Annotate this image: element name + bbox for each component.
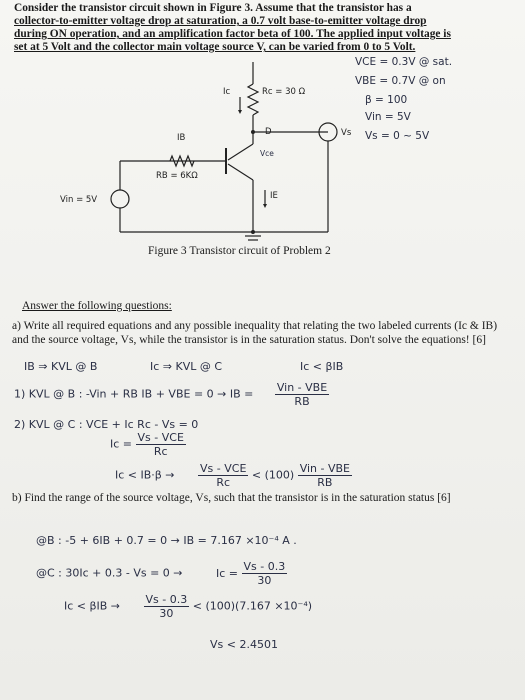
work-b-result: Vs < 2.4501	[210, 638, 278, 651]
rc-label: Rc = 30 Ω	[262, 87, 306, 97]
figure-caption: Figure 3 Transistor circuit of Problem 2	[148, 245, 331, 257]
given-vce: VCE = 0.3V @ sat.	[355, 56, 453, 68]
problem-line-4: set at 5 Volt and the collector main voltage source V, can be varied from 0 to 5 Volt.	[14, 41, 416, 53]
question-a	[12, 320, 502, 347]
ineq-den: Rc	[216, 476, 231, 489]
ie-label: IE	[270, 191, 278, 201]
given-beta: β = 100	[365, 94, 408, 106]
work-a-ic-eq	[110, 431, 186, 458]
question-b-label: b)	[12, 492, 22, 504]
ineq-fraction-2	[298, 462, 352, 489]
problem-statement	[14, 2, 514, 54]
given-vbe: VBE = 0.7V @ on	[355, 75, 446, 87]
line3-text: Ic < βIB →	[64, 599, 121, 613]
collector-lead	[228, 144, 253, 160]
line3-rhs: < (100)(7.167 ×10⁻⁴)	[192, 599, 313, 613]
line2-fraction	[242, 560, 288, 587]
given-vs-range: Vs = 0 ~ 5V	[365, 130, 430, 142]
ic-label: Ic	[223, 87, 231, 97]
problem-line-1: Consider the transistor circuit shown in Figure 3. Assume that the transistor has a	[14, 2, 412, 14]
ic-eq-num: Vs - VCE	[137, 431, 184, 444]
line3-num: Vs - 0.3	[145, 593, 188, 606]
problem-line-3: during ON operation, and an amplification factor beta of 100. The applied input voltage is	[14, 28, 451, 40]
ineq-den2: RB	[317, 476, 333, 489]
answer-heading: Answer the following questions:	[22, 300, 172, 312]
rc-resistor	[248, 84, 258, 115]
problem-line-2: collector-to-emitter voltage drop at saturation, a 0.7 volt base-to-emitter voltage drop	[14, 15, 427, 27]
work-a-eq2: 2) KVL @ C : VCE + Ic Rc - Vs = 0	[14, 418, 199, 431]
vs-label: Vs	[341, 128, 352, 138]
ineq-fraction-1	[198, 462, 248, 489]
question-a-label: a)	[12, 320, 21, 332]
work-a-eq1	[14, 381, 329, 408]
line3-den: 30	[159, 607, 174, 620]
work-b-line2	[36, 560, 287, 587]
rb-resistor	[170, 156, 194, 166]
ic-eq-fraction	[136, 431, 186, 458]
ic-eq-lhs: Ic =	[110, 437, 133, 451]
eq1-text: 1) KVL @ B : -Vin + RB IB + VBE = 0 → IB =	[14, 387, 254, 401]
rb-label: RB = 6KΩ	[156, 171, 198, 181]
vin-label: Vin = 5V	[60, 195, 98, 205]
line3-fraction	[144, 593, 190, 620]
eq1-num: Vin - VBE	[276, 381, 328, 394]
vin-source	[111, 190, 129, 208]
work-b-line1: @B : -5 + 6IB + 0.7 = 0 → IB = 7.167 ×10⁻⁴ A .	[36, 534, 297, 547]
emitter-lead	[228, 164, 253, 180]
question-a-text: Write all required equations and any possible inequality that relating the two labeled currents (Ic & IB) and the source voltage, Vs, while the transistor is in the saturation status. Don't solve the equations! [6]	[12, 320, 498, 346]
line2-text: @C : 30Ic + 0.3 - Vs = 0 →	[36, 566, 183, 580]
transistor-circuit-figure	[60, 62, 360, 242]
line2-num: Vs - 0.3	[243, 560, 286, 573]
vce-handwritten: Vce	[260, 149, 274, 158]
ineq-num2: Vin - VBE	[299, 462, 350, 475]
work-a-ic-kvl: Ic ⇒ KVL @ C	[150, 360, 223, 373]
work-a-ib-kvl: IB ⇒ KVL @ B	[24, 360, 98, 373]
ib-label: IB	[177, 133, 186, 143]
d-label: D	[265, 127, 272, 137]
ineq-num: Vs - VCE	[200, 462, 247, 475]
work-b-line3	[64, 593, 312, 620]
question-b-text: Find the range of the source voltage, Vs, such that the transistor is in the saturation status [6]	[24, 492, 451, 504]
ineq-mid: < (100)	[251, 468, 295, 482]
eq1-den: RB	[294, 395, 310, 408]
line2-ic: Ic =	[216, 566, 239, 580]
ic-eq-den: Rc	[153, 445, 168, 458]
line2-den: 30	[257, 574, 272, 587]
question-b	[12, 492, 502, 506]
eq1-fraction	[275, 381, 329, 408]
work-a-ic-lt: Ic < βIB	[300, 360, 344, 373]
work-a-inequality	[115, 462, 352, 489]
ineq-lhs: Ic < IB·β →	[115, 468, 175, 482]
given-vin: Vin = 5V	[365, 111, 411, 123]
